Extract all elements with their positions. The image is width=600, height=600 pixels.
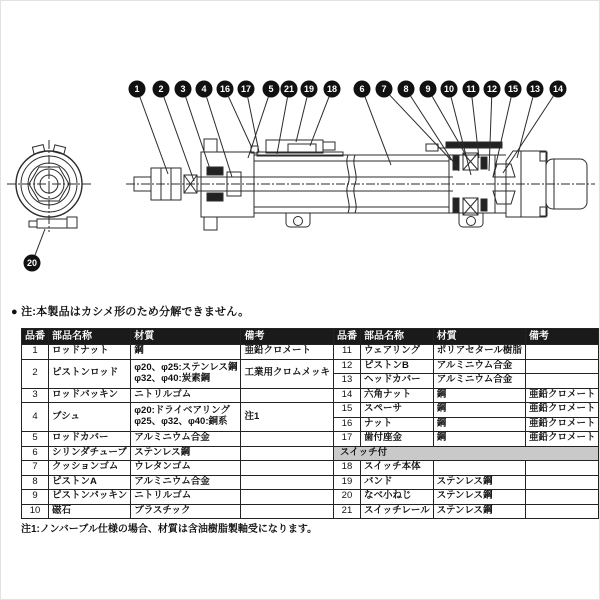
material-cell: 鋼 — [131, 345, 241, 360]
part-row — [333, 490, 598, 505]
part-number-cell: 15 — [333, 403, 360, 418]
part-number-cell: 21 — [333, 504, 360, 519]
switch-body — [266, 140, 323, 153]
remark-cell: 亜鉛クロメート — [525, 388, 599, 403]
svg-text:15: 15 — [507, 84, 519, 95]
part-row — [333, 374, 598, 389]
switch-rail-head-side — [446, 142, 502, 148]
material-cell — [433, 461, 525, 476]
part-row — [22, 359, 334, 388]
remark-cell — [525, 475, 599, 490]
parts-tables — [21, 328, 599, 519]
part-number-cell: 20 — [333, 490, 360, 505]
part-row — [22, 345, 334, 360]
material-cell: アルミニウム合金 — [131, 475, 241, 490]
part-row — [22, 490, 334, 505]
part-row — [333, 417, 598, 432]
remark-cell — [241, 432, 334, 447]
svg-text:8: 8 — [403, 84, 409, 95]
part-row — [333, 359, 598, 374]
part-row — [22, 461, 334, 476]
part-row — [333, 388, 598, 403]
part-row — [22, 403, 334, 432]
remark-cell — [525, 490, 599, 505]
rail-lug — [53, 145, 65, 154]
side-view — [126, 139, 595, 230]
material-cell: 鋼 — [433, 388, 525, 403]
part-number-cell: 5 — [22, 432, 49, 447]
svg-text:10: 10 — [443, 84, 455, 95]
remark-cell — [241, 446, 334, 461]
callout-17 — [238, 81, 260, 153]
part-name-cell: ピストンA — [49, 475, 131, 490]
part-name-cell: クッションゴム — [49, 461, 131, 476]
remark-cell — [241, 490, 334, 505]
part-row — [22, 475, 334, 490]
remark-cell — [525, 504, 599, 519]
part-number-cell: 7 — [22, 461, 49, 476]
part-name-cell: ブシュ — [49, 403, 131, 432]
switch-section-label: スイッチ付 — [333, 446, 598, 461]
part-number-cell: 4 — [22, 403, 49, 432]
remark-cell: 注1 — [241, 403, 334, 432]
callout-layer — [24, 81, 567, 272]
parts-table-left — [21, 328, 334, 519]
column-header: 材質 — [131, 329, 241, 345]
remark-cell — [525, 461, 599, 476]
part-name-cell: バンド — [360, 475, 433, 490]
material-cell: プラスチック — [131, 504, 241, 519]
rail-lug — [32, 145, 44, 154]
column-header: 部品名称 — [360, 329, 433, 345]
material-cell: 鋼 — [433, 403, 525, 418]
part-number-cell: 18 — [333, 461, 360, 476]
part-name-cell: ロッドカバー — [49, 432, 131, 447]
part-number-cell: 13 — [333, 374, 360, 389]
svg-text:12: 12 — [486, 84, 498, 95]
material-cell: φ20、φ25:ステンレス鋼 φ32、φ40:炭素鋼 — [131, 359, 241, 388]
remark-cell: 工業用クロムメッキ — [241, 359, 334, 388]
part-number-cell: 6 — [22, 446, 49, 461]
part-row — [333, 403, 598, 418]
part-number-cell: 16 — [333, 417, 360, 432]
material-cell: ステンレス鋼 — [433, 504, 525, 519]
svg-text:14: 14 — [552, 84, 564, 95]
remark-cell — [525, 374, 599, 389]
part-row — [333, 461, 598, 476]
part-row — [22, 432, 334, 447]
part-name-cell: スイッチ本体 — [360, 461, 433, 476]
remark-cell — [525, 345, 599, 360]
part-row — [333, 345, 598, 360]
part-number-cell: 17 — [333, 432, 360, 447]
svg-text:21: 21 — [283, 84, 295, 95]
part-name-cell: 歯付座金 — [360, 432, 433, 447]
part-name-cell: ピストンロッド — [49, 359, 131, 388]
svg-text:19: 19 — [303, 84, 315, 95]
material-cell: アルミニウム合金 — [433, 359, 525, 374]
column-header: 備考 — [525, 329, 599, 345]
part-name-cell: ナット — [360, 417, 433, 432]
part-row — [22, 504, 334, 519]
part-row — [333, 475, 598, 490]
column-header: 材質 — [433, 329, 525, 345]
material-cell: φ20:ドライベアリング φ25、φ32、φ40:銅系 — [131, 403, 241, 432]
part-name-cell: スイッチレール — [360, 504, 433, 519]
end-view — [7, 140, 93, 232]
remark-cell: 亜鉛クロメート — [525, 417, 599, 432]
remark-cell — [241, 475, 334, 490]
remark-cell — [241, 388, 334, 403]
svg-text:5: 5 — [268, 84, 274, 95]
column-header: 備考 — [241, 329, 334, 345]
column-header: 品番 — [22, 329, 49, 345]
part-name-cell: スペーサ — [360, 403, 433, 418]
part-row — [22, 446, 334, 461]
svg-text:7: 7 — [381, 84, 387, 95]
svg-text:13: 13 — [529, 84, 541, 95]
callout-19 — [296, 81, 318, 143]
remark-cell: 亜鉛クロメート — [525, 403, 599, 418]
switch-band-clamp — [37, 219, 67, 228]
callout-21 — [277, 81, 298, 155]
part-number-cell: 19 — [333, 475, 360, 490]
remark-cell — [241, 461, 334, 476]
svg-text:18: 18 — [326, 84, 338, 95]
part-name-cell: ピストンパッキン — [49, 490, 131, 505]
part-name-cell: なべ小ねじ — [360, 490, 433, 505]
material-cell: ニトリルゴム — [131, 388, 241, 403]
remark-cell — [525, 359, 599, 374]
part-number-cell: 2 — [22, 359, 49, 388]
part-row — [22, 388, 334, 403]
hex-nut — [493, 164, 515, 177]
column-header: 品番 — [333, 329, 360, 345]
switch-section-row — [333, 446, 598, 461]
material-cell: ニトリルゴム — [131, 490, 241, 505]
svg-text:3: 3 — [180, 84, 186, 95]
magnet — [481, 157, 487, 169]
part-number-cell: 10 — [22, 504, 49, 519]
svg-text:2: 2 — [158, 84, 164, 95]
svg-text:20: 20 — [26, 258, 38, 269]
svg-text:4: 4 — [201, 84, 207, 95]
part-name-cell: ウェアリング — [360, 345, 433, 360]
part-number-cell: 1 — [22, 345, 49, 360]
part-number-cell: 11 — [333, 345, 360, 360]
material-cell: アルミニウム合金 — [131, 432, 241, 447]
remark-cell: 亜鉛クロメート — [525, 432, 599, 447]
svg-text:17: 17 — [240, 84, 252, 95]
clamp-screw — [29, 221, 37, 227]
material-cell: アルミニウム合金 — [433, 374, 525, 389]
part-row — [333, 432, 598, 447]
part-name-cell: ロッドパッキン — [49, 388, 131, 403]
parts-table-right — [333, 328, 599, 519]
remark-cell: 亜鉛クロメート — [241, 345, 334, 360]
material-cell: ステンレス鋼 — [131, 446, 241, 461]
clamp-bracket — [67, 217, 77, 228]
material-cell: ポリアセタール樹脂 — [433, 345, 525, 360]
part-name-cell: 六角ナット — [360, 388, 433, 403]
svg-text:11: 11 — [466, 84, 476, 95]
svg-text:9: 9 — [425, 84, 431, 95]
part-row — [333, 504, 598, 519]
part-number-cell: 12 — [333, 359, 360, 374]
material-cell: 鋼 — [433, 417, 525, 432]
footnote-note1: 注1:ノンバーブル仕様の場合、材質は含油樹脂製軸受になります。 — [21, 524, 318, 535]
svg-text:16: 16 — [219, 84, 231, 95]
part-name-cell: ピストンB — [360, 359, 433, 374]
svg-text:1: 1 — [134, 84, 140, 95]
part-name-cell: ロッドナット — [49, 345, 131, 360]
remark-cell — [241, 504, 334, 519]
material-cell: ステンレス鋼 — [433, 475, 525, 490]
material-cell: ステンレス鋼 — [433, 490, 525, 505]
part-number-cell: 8 — [22, 475, 49, 490]
part-name-cell: ヘッドカバー — [360, 374, 433, 389]
part-name-cell: シリンダチューブ — [49, 446, 131, 461]
callout-20 — [24, 229, 46, 272]
part-number-cell: 14 — [333, 388, 360, 403]
part-number-cell: 9 — [22, 490, 49, 505]
disassembly-note: ● 注:本製品はカシメ形のため分解できません。 — [11, 306, 250, 318]
column-header: 部品名称 — [49, 329, 131, 345]
part-name-cell: 磁石 — [49, 504, 131, 519]
svg-text:6: 6 — [359, 84, 365, 95]
cylinder-assembly-drawing — [1, 1, 600, 301]
part-number-cell: 3 — [22, 388, 49, 403]
material-cell: ウレタンゴム — [131, 461, 241, 476]
material-cell: 鋼 — [433, 432, 525, 447]
